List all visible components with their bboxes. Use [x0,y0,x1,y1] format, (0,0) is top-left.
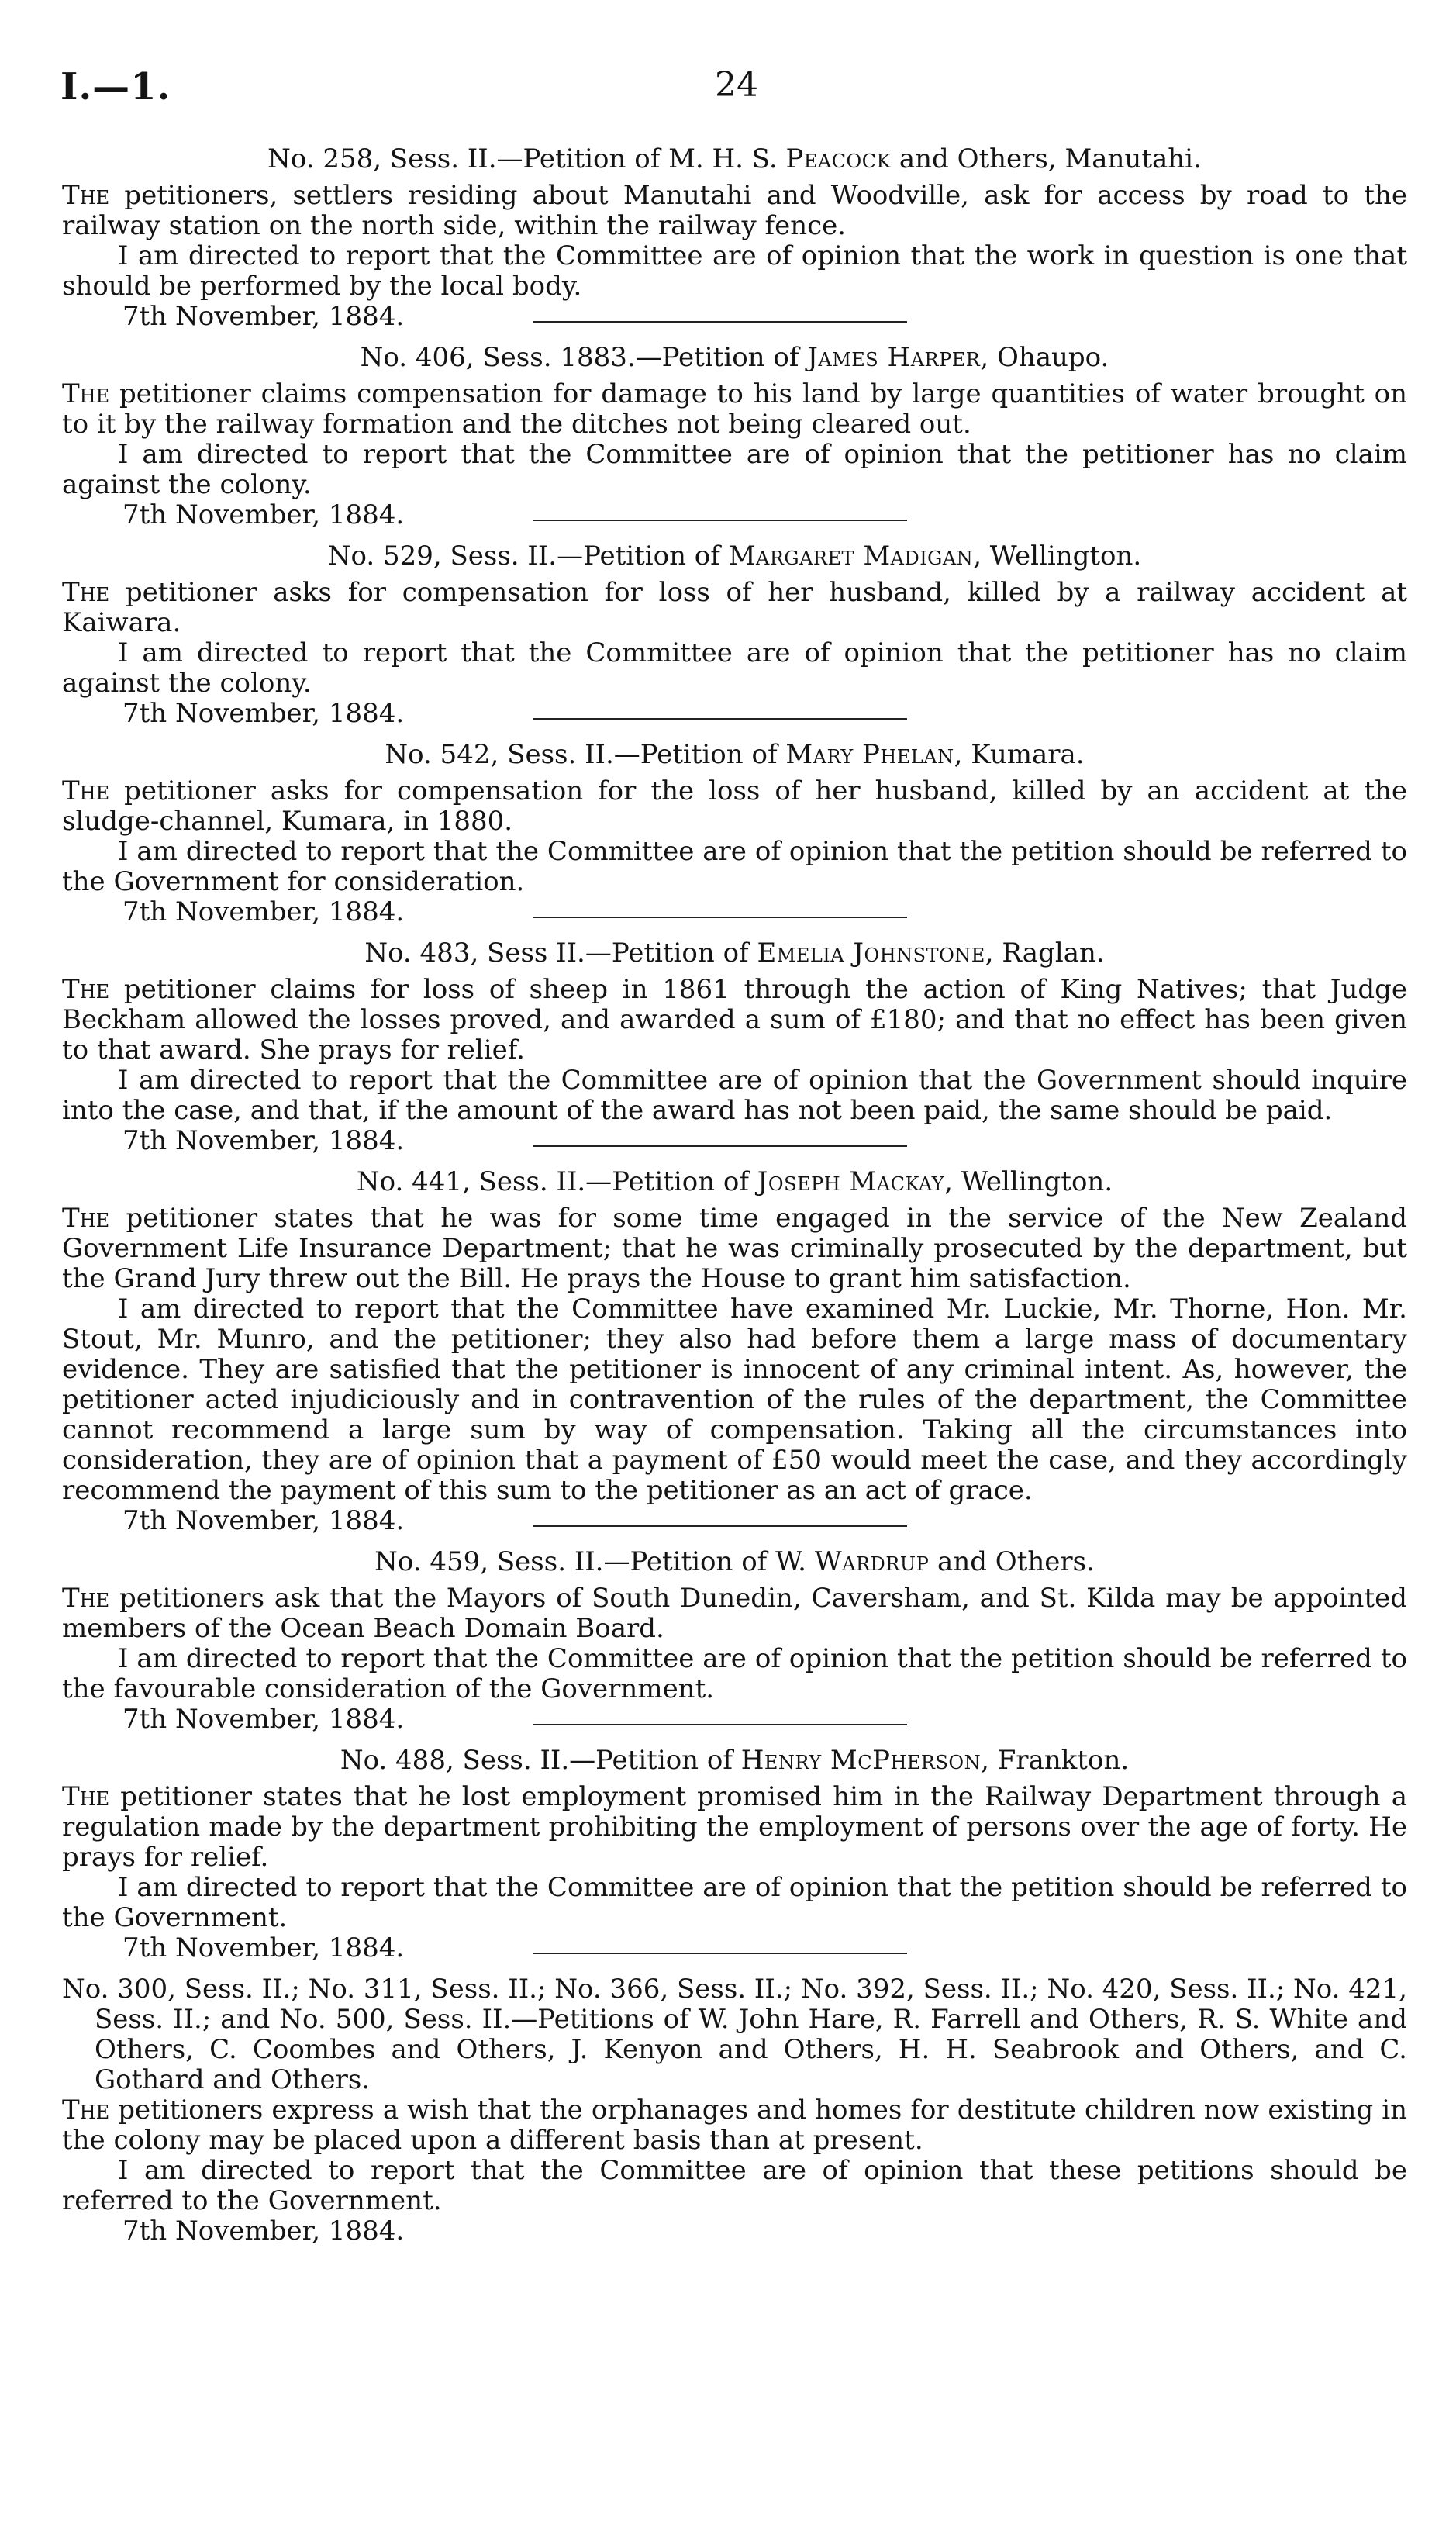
report-date: 7th November, 1884. [122,1125,405,1156]
petition-body: The petitioner states that he was for some time engaged in the service of the New Zealand Government Life Insurance Department; that he was criminally prosecuted by the department, but the Grand Jury threw out the Bill. He prays the House to grant him satisfaction. [62,1203,1407,1294]
committee-report: I am directed to report that the Committee are of opinion that the petition should be referred to the Government for consideration. [62,836,1407,897]
committee-report: I am directed to report that the Committee are of opinion that the petitioner has no claim against the colony. [62,637,1407,699]
page-number: 24 [715,65,758,105]
petition-entry [62,1166,1407,1536]
petition-entry [62,938,1407,1156]
section-divider [533,1525,907,1527]
petition-body: The petitioner states that he lost employment promised him in the Railway Department through a regulation made by the department prohibiting the employment of persons over the age of forty. He prays for relief. [62,1781,1407,1873]
petition-body: The petitioner asks for compensation for loss of her husband, killed by a railway accident at Kaiwara. [62,577,1407,638]
committee-report: I am directed to report that the Committee are of opinion that the work in question is one that should be performed by the local body. [62,240,1407,302]
section-divider [533,1953,907,1954]
committee-report: I am directed to report that the Committee are of opinion that the petition should be referred to the Government. [62,1872,1407,1933]
section-divider [533,321,907,323]
petition-body: The petitioner claims for loss of sheep in 1861 through the action of King Natives; that Judge Beckham allowed the losses proved, and awarded a sum of £180; and that no effect has been given to that award. She prays for relief. [62,974,1407,1065]
petition-title: No. 529, Sess. II.—Petition of Margaret Madigan, Wellington. [327,540,1142,572]
petition-body: The petitioners express a wish that the orphanages and homes for destitute children now existing in the colony may be placed upon a different basis than at present. [62,2095,1407,2156]
petition-title: No. 300, Sess. II.; No. 311, Sess. II.; No. 366, Sess. II.; No. 392, Sess. II.; No. 420, Sess. II.; No. 421, Sess. II.; and No. 500, Sess. II.—Petitions of W. John Hare, R. Farrell and Others, R. S. White and Others, C. Coombes and Others, J. Kenyon and Others, H. H. Seabrook and Others, and C. Gothard and Others. [62,1974,1407,2095]
petition-entry-combined [62,1974,1407,2247]
petition-title: No. 488, Sess. II.—Petition of Henry McPherson, Frankton. [340,1745,1130,1776]
committee-report: I am directed to report that the Committee are of opinion that these petitions should be referred to the Government. [62,2155,1407,2216]
petition-body: The petitioner asks for compensation for the loss of her husband, killed by an accident at the sludge-channel, Kumara, in 1880. [62,775,1407,837]
section-divider [533,520,907,521]
petition-title: No. 542, Sess. II.—Petition of Mary Phelan, Kumara. [385,739,1085,770]
petition-entry [62,342,1407,530]
section-divider [533,1145,907,1147]
committee-report: I am directed to report that the Committee have examined Mr. Luckie, Mr. Thorne, Hon. Mr. Stout, Mr. Munro, and the petitioner; they also had before them a large mass of documentary evidence. They are satisfied that the petitioner is innocent of any criminal intent. As, however, the petitioner acted injudiciously and in contravention of the rules of the department, the Committee cannot recommend a large sum by way of compensation. Taking all the circumstances into consideration, they are of opinion that a payment of £50 would meet the case, and they accordingly recommend the payment of this sum to the petitioner as an act of grace. [62,1293,1407,1506]
petition-entry [62,1745,1407,1963]
committee-report: I am directed to report that the Committee are of opinion that the petitioner has no claim against the colony. [62,439,1407,500]
petition-entry [62,1546,1407,1735]
petition-title: No. 441, Sess. II.—Petition of Joseph Mackay, Wellington. [356,1166,1113,1197]
report-date: 7th November, 1884. [122,1704,405,1735]
report-date: 7th November, 1884. [122,1932,405,1963]
petition-entry [62,540,1407,729]
petition-title: No. 459, Sess. II.—Petition of W. Wardrup and Others. [374,1546,1095,1577]
petition-title: No. 483, Sess II.—Petition of Emelia Johnstone, Raglan. [364,938,1105,969]
report-date: 7th November, 1884. [122,698,405,729]
petition-entry [62,143,1407,332]
report-date: 7th November, 1884. [122,1505,405,1536]
petitions-list [62,144,1407,2247]
committee-report: I am directed to report that the Committee are of opinion that the Government should inquire into the case, and that, if the amount of the award has not been paid, the same should be paid. [62,1065,1407,1126]
report-date: 7th November, 1884. [122,301,405,332]
section-divider [533,718,907,720]
section-divider [533,1724,907,1725]
petition-body: The petitioners, settlers residing about Manutahi and Woodville, ask for access by road to the railway station on the north side, within the railway fence. [62,180,1407,241]
report-date: 7th November, 1884. [122,499,405,530]
petition-body: The petitioners ask that the Mayors of South Dunedin, Caversham, and St. Kilda may be appointed members of the Ocean Beach Domain Board. [62,1583,1407,1644]
petition-body: The petitioner claims compensation for damage to his land by large quantities of water brought on to it by the railway formation and the ditches not being cleared out. [62,378,1407,440]
report-date: 7th November, 1884. [122,896,405,927]
report-date: 7th November, 1884. [122,2215,405,2247]
report-code: I.—1. [60,65,171,109]
petition-title: No. 258, Sess. II.—Petition of M. H. S. Peacock and Others, Manutahi. [267,143,1202,174]
committee-report: I am directed to report that the Committee are of opinion that the petition should be referred to the favourable consideration of the Government. [62,1643,1407,1704]
section-divider [533,917,907,918]
petition-title: No. 406, Sess. 1883.—Petition of James Harper, Ohaupo. [360,342,1109,373]
petition-entry [62,739,1407,927]
